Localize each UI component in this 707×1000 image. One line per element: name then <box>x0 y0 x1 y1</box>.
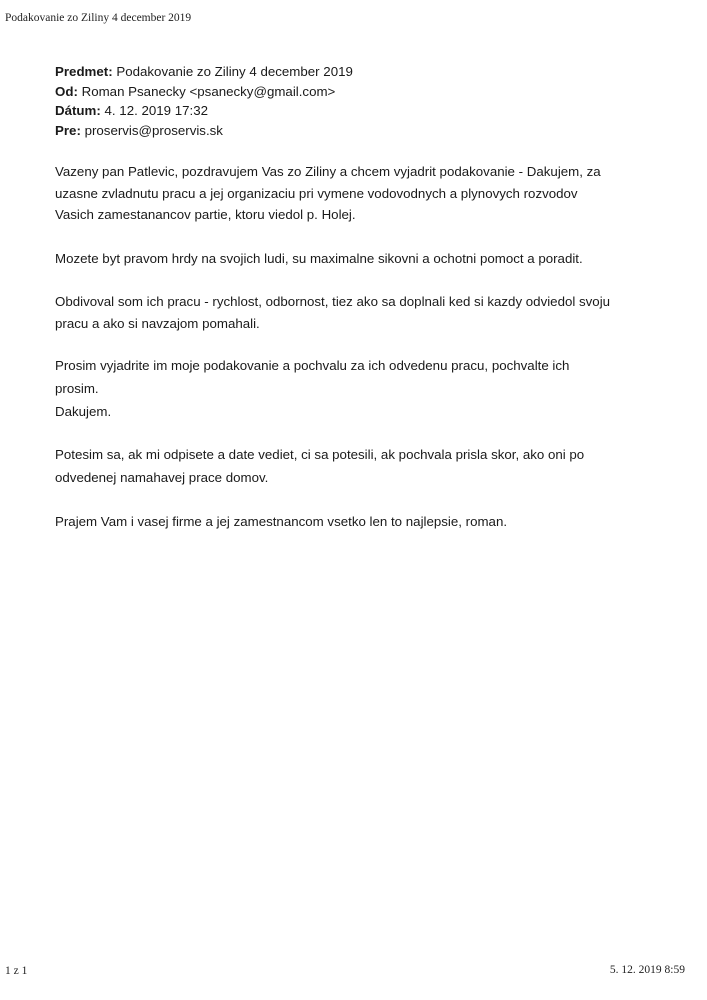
to-row <box>55 121 655 141</box>
subject-value: Podakovanie zo Ziliny 4 december 2019 <box>116 64 353 79</box>
from-row <box>55 82 655 102</box>
paragraph-line: odvedenej namahavej prace domov. <box>55 470 269 485</box>
paragraph-line: Mozete byt pravom hrdy na svojich ludi, su maximalne sikovni a ochotni pomoct a poradit. <box>55 250 583 266</box>
subject-row <box>55 62 655 82</box>
paragraph-line: pracu a ako si navzajom pomahali. <box>55 315 260 331</box>
date-value: 4. 12. 2019 17:32 <box>104 103 209 118</box>
paragraph-line: Dakujem. <box>55 404 112 419</box>
email-body <box>55 161 655 533</box>
paragraph-closing <box>55 511 655 533</box>
date-row <box>55 101 655 121</box>
paragraph-line: Prosim vyjadrite im moje podakovanie a pochvalu za ich odvedenu pracu, pochvalte ich <box>55 358 570 373</box>
paragraph-line: uzasne zvladnutu pracu a jej organizaciu pri vymene vodovodnych a plynovych rozvodov <box>55 185 578 201</box>
from-label: Od: <box>55 83 78 99</box>
date-label: Dátum: <box>55 103 101 118</box>
paragraph-request <box>55 354 655 423</box>
paragraph-line: Vazeny pan Patlevic, pozdravujem Vas zo Ziliny a chcem vyjadrit podakovanie - Dakujem, za <box>55 164 601 179</box>
paragraph-pride <box>55 248 655 270</box>
to-label: Pre: <box>55 122 81 138</box>
paragraph-line: Potesim sa, ak mi odpisete a date vediet, ci sa potesili, ak pochvala prisla skor, ako oni po <box>55 447 585 462</box>
paragraph-admiration <box>55 291 655 334</box>
paragraph-line: Vasich zamestanancov partie, ktoru viedol p. Holej. <box>55 207 356 222</box>
from-value: Roman Psanecky <psanecky@gmail.com> <box>81 83 336 99</box>
paragraph-line: Prajem Vam i vasej firme a jej zamestnancom vsetko len to najlepsie, roman. <box>55 514 508 529</box>
paragraph-reply <box>55 443 655 489</box>
email-headers <box>55 62 655 140</box>
paragraph-line: prosim. <box>55 381 99 396</box>
print-header-title: Podakovanie zo Ziliny 4 december 2019 <box>5 12 192 24</box>
email-message <box>55 62 655 533</box>
to-value: proservis@proservis.sk <box>84 122 223 138</box>
subject-label: Predmet: <box>55 64 113 79</box>
paragraph-line: Obdivoval som ich pracu - rychlost, odbornost, tiez ako sa doplnali ked si kazdy odviedol svoju <box>55 294 611 309</box>
page-number: 1 z 1 <box>5 965 28 977</box>
paragraph-greeting <box>55 161 655 226</box>
print-timestamp: 5. 12. 2019 8:59 <box>609 964 685 976</box>
